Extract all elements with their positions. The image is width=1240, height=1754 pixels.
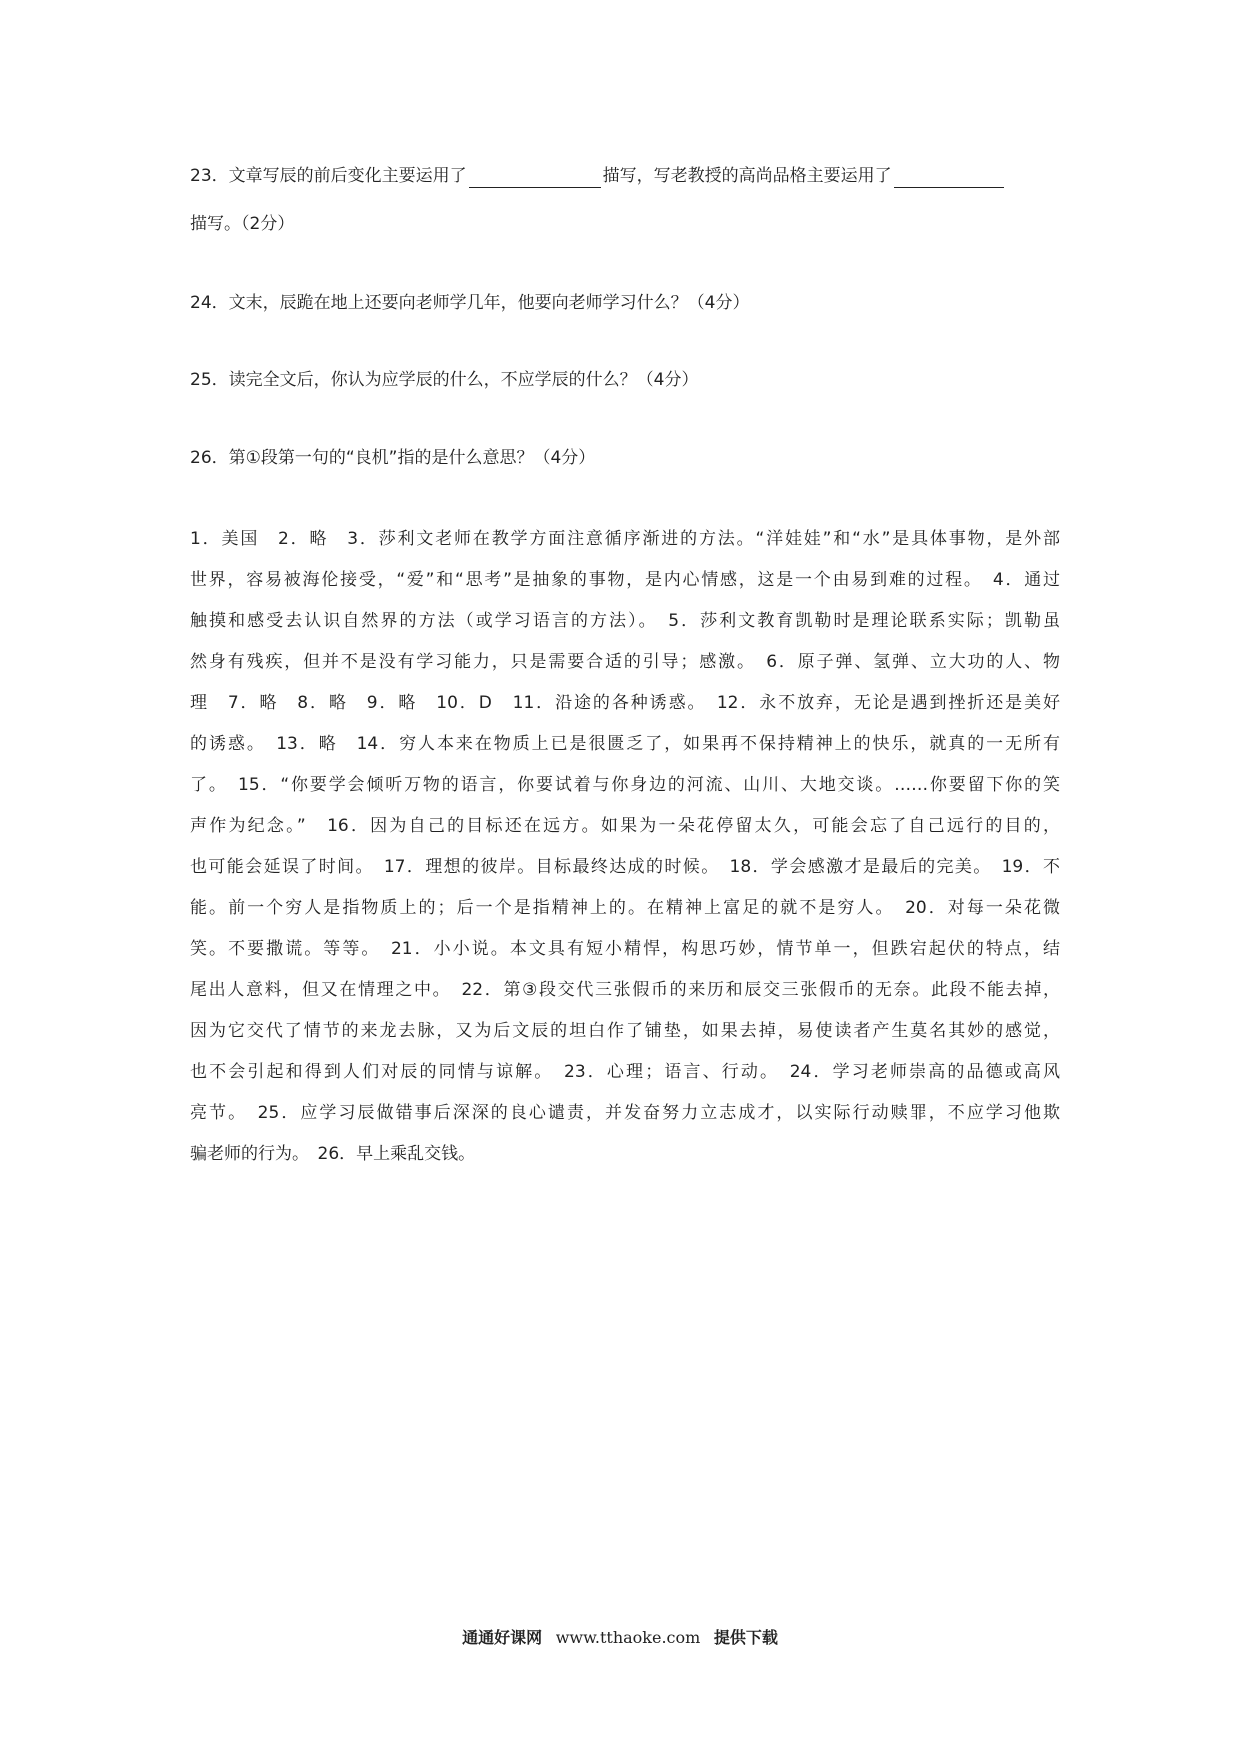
answer-blank-2[interactable] (894, 169, 1004, 188)
answer-line: 也可能会延误了时间。 17．理想的彼岸。目标最终达成的时候。 18．学会感激才是最后的完美。 19．不 (190, 857, 1060, 877)
answer-line: 笑。不要撒谎。等等。 21．小小说。本文具有短小精悍，构思巧妙，情节单一，但跌宕起伏的特点，结 (190, 939, 1060, 959)
question-23-part-b: 描写，写老教授的高尚品格主要运用了 (602, 166, 892, 186)
question-23-part-a: 23．文章写辰的前后变化主要运用了 (190, 166, 467, 186)
answer-line: 因为它交代了情节的来龙去脉，又为后文辰的坦白作了铺垫，如果去掉，易使读者产生莫名其妙的感觉， (190, 1021, 1060, 1041)
footer-download-text: 提供下载 (713, 1628, 778, 1647)
footer-site-name: 通通好课网 (462, 1628, 543, 1647)
answer-line: 骗老师的行为。 26．早上乘乱交钱。 (190, 1144, 476, 1164)
answer-line: 了。 15．“你要学会倾听万物的语言，你要试着与你身边的河流、山川、大地交谈。……你要留下你的笑 (190, 775, 1060, 795)
answer-line: 然身有残疾，但并不是没有学习能力，只是需要合适的引导；感激。 6．原子弹、氢弹、立大功的人、物 (190, 652, 1060, 672)
answer-line: 触摸和感受去认识自然界的方法（或学习语言的方法）。 5．莎利文教育凯勒时是理论联系实际；凯勒虽 (190, 611, 1060, 631)
answer-line: 世界，容易被海伦接受，“爱”和“思考”是抽象的事物，是内心情感，这是一个由易到难的过程。 4．通过 (190, 570, 1060, 590)
question-23-line-1 (190, 164, 1060, 188)
footer-url-link[interactable]: www.tthaoke.com (555, 1628, 701, 1647)
answer-blank-1[interactable] (469, 169, 601, 188)
answer-line: 亮节。 25．应学习辰做错事后深深的良心谴责，并发奋努力立志成才，以实际行动赎罪，不应学习他欺 (190, 1103, 1060, 1123)
answer-line: 声作为纪念。” 16．因为自己的目标还在远方。如果为一朵花停留太久，可能会忘了自己远行的目的， (190, 816, 1060, 836)
answer-line: 理 7．略 8．略 9．略 10．D 11．沿途的各种诱惑。 12．永不放弃，无论是遇到挫折还是美好 (190, 693, 1060, 713)
answer-line: 的诱惑。 13．略 14．穷人本来在物质上已是很匮乏了，如果再不保持精神上的快乐，就真的一无所有 (190, 734, 1060, 754)
question-24: 24．文末，辰跪在地上还要向老师学几年，他要向老师学习什么？（4分） (190, 293, 750, 313)
answer-key (190, 519, 1060, 1175)
answer-line: 也不会引起和得到人们对辰的同情与谅解。 23．心理；语言、行动。 24．学习老师崇高的品德或高风 (190, 1062, 1060, 1082)
question-26: 26．第①段第一句的“良机”指的是什么意思？（4分） (190, 448, 596, 468)
question-23-line-2: 描写。（2分） (190, 214, 295, 234)
answer-line: 1．美国 2．略 3．莎利文老师在教学方面注意循序渐进的方法。“洋娃娃”和“水”是具体事物，是外部 (190, 529, 1060, 549)
question-25: 25．读完全文后，你认为应学辰的什么，不应学辰的什么？（4分） (190, 370, 699, 390)
answer-line: 尾出人意料，但又在情理之中。 22．第③段交代三张假币的来历和辰交三张假币的无奈。此段不能去掉， (190, 980, 1060, 1000)
page-footer (0, 1625, 1240, 1648)
answer-line: 能。前一个穷人是指物质上的；后一个是指精神上的。在精神上富足的就不是穷人。 20．对每一朵花微 (190, 898, 1060, 918)
